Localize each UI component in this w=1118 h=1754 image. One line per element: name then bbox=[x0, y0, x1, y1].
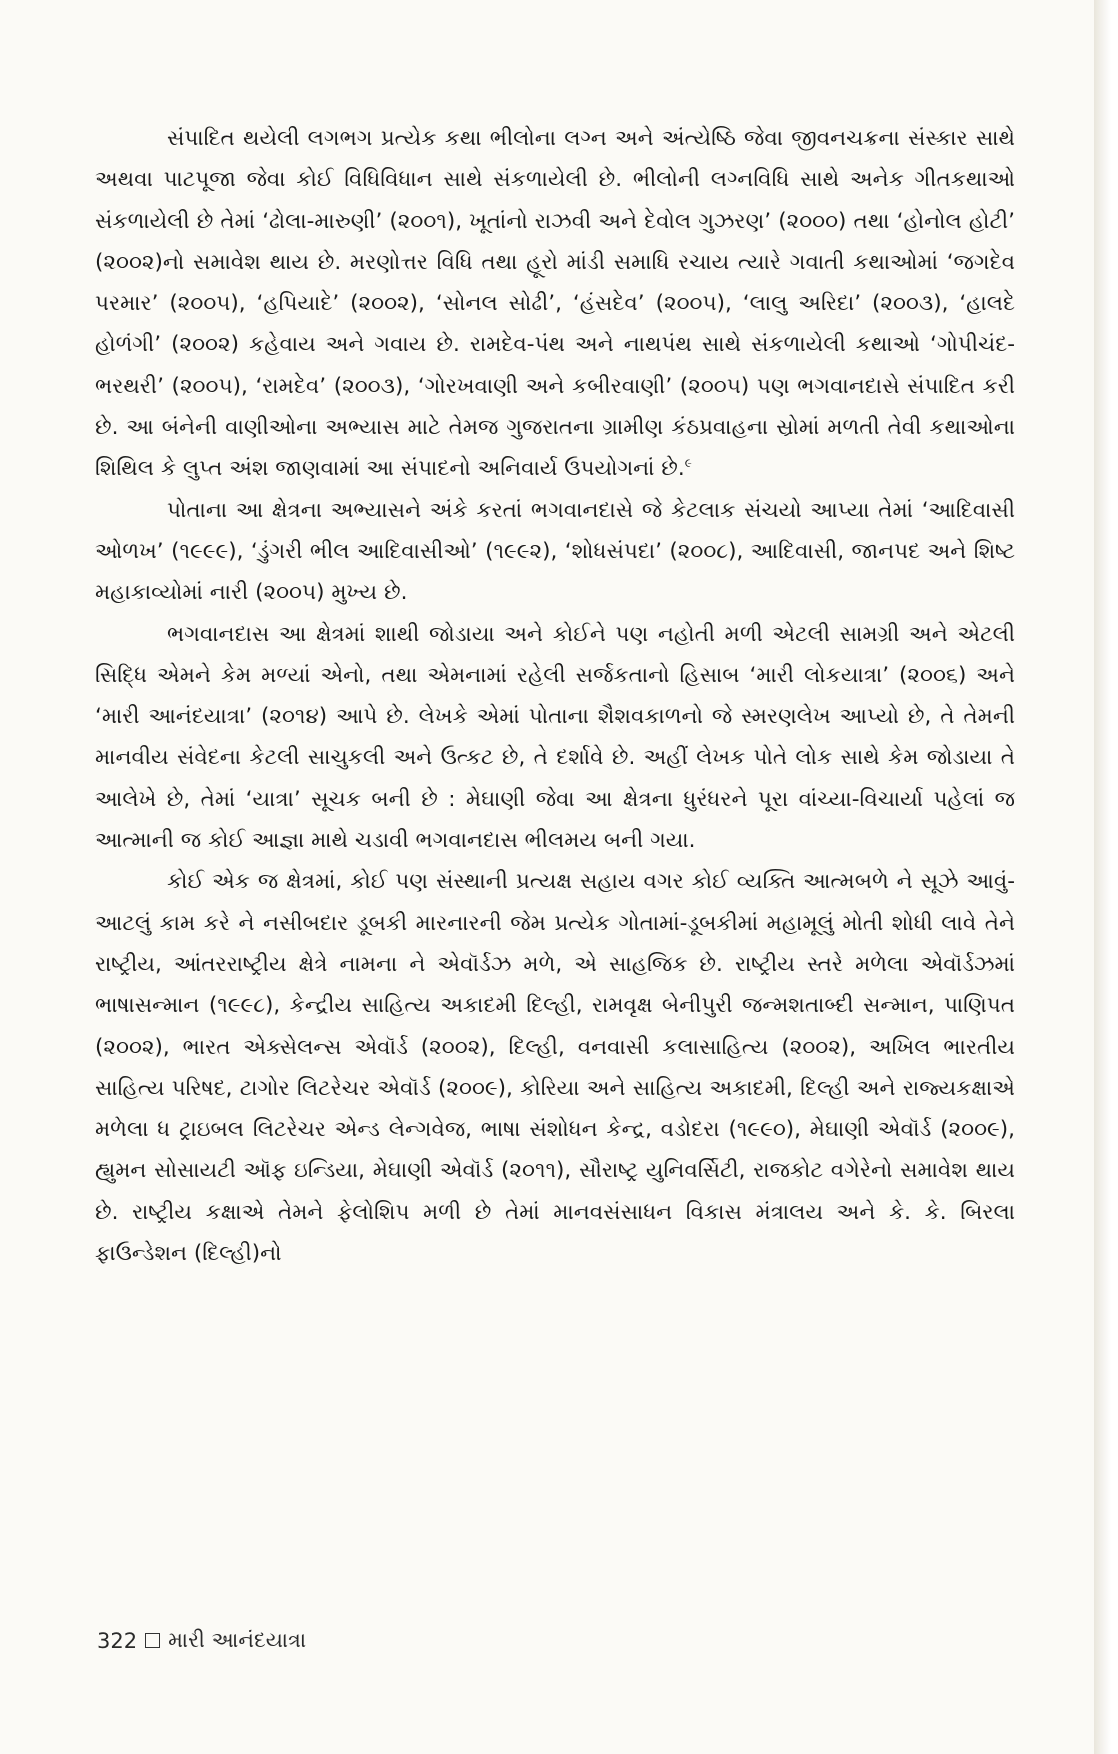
square-bullet-icon bbox=[145, 1633, 160, 1648]
paragraph-2: પોતાના આ ક્ષેત્રના અભ્યાસને અંકે કરતાં ભગવાનદાસે જે કેટલાક સંચયો આપ્યા તેમાં ‘આદિવાસી ઓળખ’ (૧૯૯૯), ‘ડુંગરી ભીલ આદિવાસીઓ’ (૧૯૯૨), ‘શોધસંપદા’ (૨૦૦૮), આદિવાસી, જાનપદ અને શિષ્ટ મહાકાવ્યોમાં નારી (૨૦૦૫) મુખ્ય છે. bbox=[95, 497, 1015, 606]
page-footer bbox=[97, 1628, 306, 1653]
body-text bbox=[95, 118, 1015, 1274]
running-title: મારી આનંદયાત્રા bbox=[168, 1628, 307, 1652]
paragraph-4: કોઈ એક જ ક્ષેત્રમાં, કોઈ પણ સંસ્થાની પ્રત્યક્ષ સહાય વગર કોઈ વ્યક્તિ આત્મબળે ને સૂઝે આવું-આટલું કામ કરે ને નસીબદાર ડૂબકી મારનારની જેમ પ્રત્યેક ગોતામાં-ડૂબકીમાં મહામૂલું મોતી શોધી લાવે તેને રાષ્ટ્રીય, આંતરરાષ્ટ્રીય ક્ષેત્રે નામના ને એવૉર્ડઝ મળે, એ સાહજિક છે. રાષ્ટ્રીય સ્તરે મળેલા એવૉર્ડઝમાં ભાષાસન્માન (૧૯૯૮), કેન્દ્રીય સાહિત્ય અકાદમી દિલ્હી, રામવૃક્ષ બેનીપુરી જન્મશતાબ્દી સન્માન, પાણિપત (૨૦૦૨), ભારત એક્સેલન્સ એવૉર્ડ (૨૦૦૨), દિલ્હી, વનવાસી કલાસાહિત્ય (૨૦૦૨), અખિલ ભારતીય સાહિત્ય પરિષદ, ટાગોર લિટરેચર એવૉર્ડ (૨૦૦૯), કોરિયા અને સાહિત્ય અકાદમી, દિલ્હી અને રાજ્યકક્ષાએ મળેલા ધ ટ્રાઇબલ લિટરેચર એન્ડ લેન્ગવેજ, ભાષા સંશોધન કેન્દ્ર, વડોદરા (૧૯૯૦), મેઘાણી એવૉર્ડ (૨૦૦૯), હ્યુમન સોસાયટી ઑફ ઇન્ડિયા, મેઘાણી એવૉર્ડ (૨૦૧૧), સૌરાષ્ટ્ર યુનિવર્સિટી, રાજકોટ વગેરેનો સમાવેશ થાય છે. રાષ્ટ્રીય કક્ષાએ તેમને ફેલોશિપ મળી છે તેમાં માનવસંસાધન વિકાસ મંત્રાલય અને કે. કે. બિરલા ફાઉન્ડેશન (દિલ્હી)નો bbox=[95, 869, 1015, 1267]
page-edge bbox=[1094, 0, 1118, 1754]
page-number: 322 bbox=[97, 1628, 138, 1653]
paragraph-1: સંપાદિત થયેલી લગભગ પ્રત્યેક કથા ભીલોના લગ્ન અને અંત્યેષ્ઠિ જેવા જીવનચક્રના સંસ્કાર સાથે અથવા પાટપૂજા જેવા કોઈ વિધિવિધાન સાથે સંકળાયેલી છે. ભીલોની લગ્નવિધિ સાથે અનેક ગીતકથાઓ સંકળાયેલી છે તેમાં ‘ઢોલા-મારુણી’ (૨૦૦૧), ખૂતાંનો રાઝવી અને દેવોલ ગુઝરણ’ (૨૦૦૦) તથા ‘હોનોલ હોટી’ (૨૦૦૨)નો સમાવેશ થાય છે. મરણોત્તર વિધિ તથા હૂરો માંડી સમાધિ રચાય ત્યારે ગવાતી કથાઓમાં ‘જગદેવ પરમાર’ (૨૦૦૫), ‘હપિયાદે’ (૨૦૦૨), ‘સોનલ સોઢી’, ‘હંસદેવ’ (૨૦૦૫), ‘લાલુ અરિદા’ (૨૦૦૩), ‘હાલદે હોળંગી’ (૨૦૦૨) કહેવાય અને ગવાય છે. રામદેવ-પંથ અને નાથપંથ સાથે સંકળાયેલી કથાઓ ‘ગોપીચંદ-ભરથરી’ (૨૦૦૫), ‘રામદેવ’ (૨૦૦૩), ‘ગોરખવાણી અને કબીરવાણી’ (૨૦૦૫) પણ ભગવાનદાસે સંપાદિત કરી છે. આ બંનેની વાણીઓના અભ્યાસ માટે તેમજ ગુજરાતના ગ્રામીણ કંઠપ્રવાહના સ્રોમાં મળતી તેવી કથાઓના શિથિલ કે લુપ્ત અંશ જાણવામાં આ સંપાદનો અનિવાર્ય ઉપયોગનાં છે.$^૯$ bbox=[95, 126, 1015, 482]
paragraph-3: ભગવાનદાસ આ ક્ષેત્રમાં શાથી જોડાયા અને કોઈને પણ નહોતી મળી એટલી સામગ્રી અને એટલી સિદ્ધિ એમને કેમ મળ્યાં એનો, તથા એમનામાં રહેલી સર્જકતાનો હિસાબ ‘મારી લોકયાત્રા’ (૨૦૦૬) અને ‘મારી આનંદયાત્રા’ (૨૦૧૪) આપે છે. લેખકે એમાં પોતાના શૈશવકાળનો જે સ્મરણલેખ આપ્યો છે, તે તેમની માનવીય સંવેદના કેટલી સાચુકલી અને ઉત્કટ છે, તે દર્શાવે છે. અહીં લેખક પોતે લોક સાથે કેમ જોડાયા તે આલેખે છે, તેમાં ‘યાત્રા’ સૂચક બની છે : મેઘાણી જેવા આ ક્ષેત્રના ધુરંધરને પૂરા વાંચ્યા-વિચાર્યા પહેલાં જ આત્માની જ કોઈ આજ્ઞા માથે ચડાવી ભગવાનદાસ ભીલમય બની ગયા. bbox=[95, 621, 1015, 854]
footnote-marker: ૯ bbox=[684, 456, 692, 471]
